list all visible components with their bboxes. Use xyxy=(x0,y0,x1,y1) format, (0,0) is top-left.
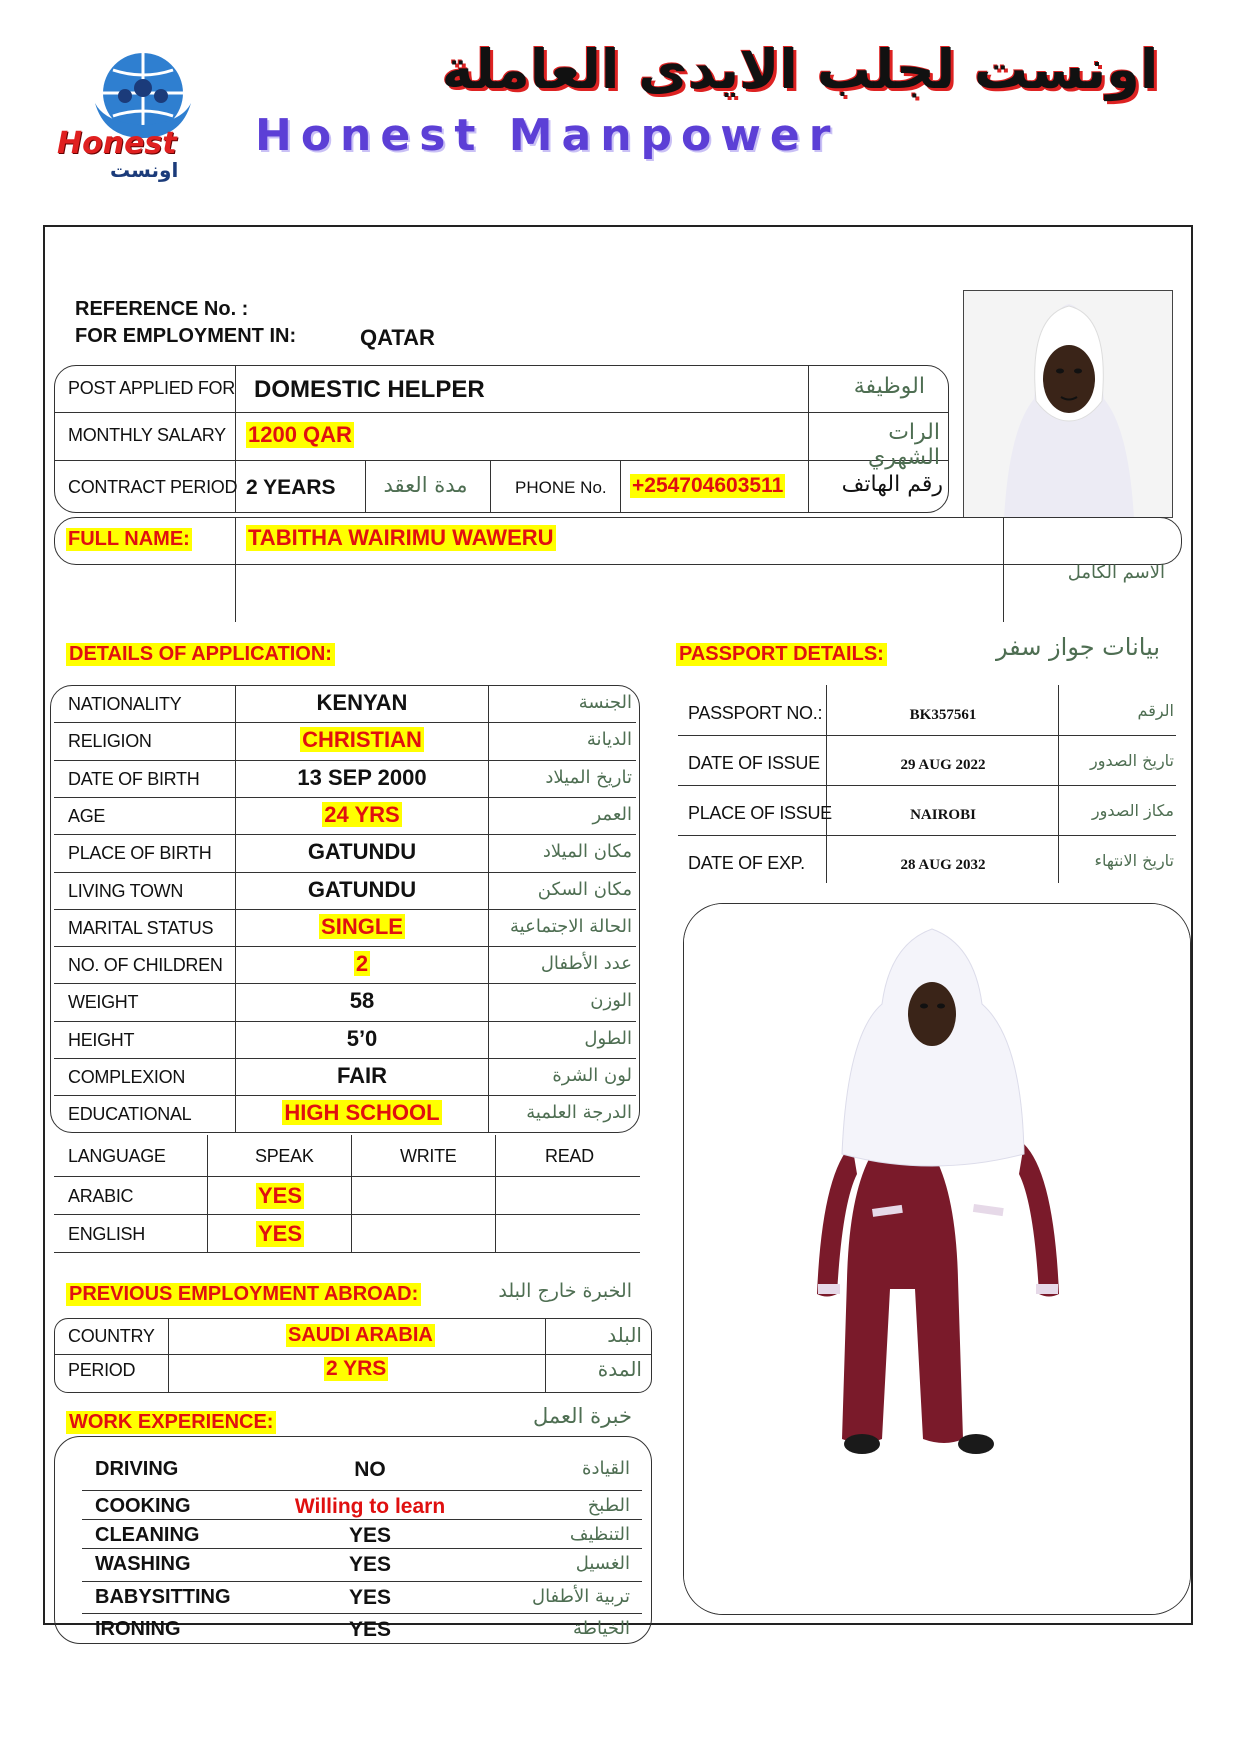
details-row-divider xyxy=(54,1058,636,1059)
details-row-label: AGE xyxy=(68,805,106,826)
full-name-box xyxy=(54,517,1182,565)
details-row-divider xyxy=(54,1021,636,1022)
full-name-label: FULL NAME: xyxy=(68,528,190,550)
details-row-label: PLACE OF BIRTH xyxy=(68,843,212,864)
details-row-label: COMPLEXION xyxy=(68,1067,186,1087)
details-row-value: KENYAN xyxy=(316,690,408,715)
company-logo xyxy=(55,48,225,182)
post-applied-ar: الوظيفة xyxy=(853,374,925,399)
work-row-divider xyxy=(82,1548,642,1549)
country-label: COUNTRY xyxy=(68,1326,155,1346)
country-ar: البلد xyxy=(607,1323,642,1347)
passport-row-value: NAIROBI xyxy=(910,807,976,823)
period-value: 2 YRS xyxy=(326,1357,387,1380)
details-row-ar: الجنسة xyxy=(578,692,632,713)
details-row-label: HEIGHT xyxy=(68,1029,135,1050)
monthly-salary-ar: الرات الشهري xyxy=(868,420,940,470)
details-row-highlight: 2 xyxy=(355,951,369,977)
details-row-ar: تاريخ الميلاد xyxy=(545,766,632,788)
details-row-ar: الدرجة العلمية xyxy=(526,1102,632,1124)
language-name: ENGLISH xyxy=(68,1224,145,1244)
language-header-language: LANGUAGE xyxy=(68,1146,166,1166)
details-row-divider xyxy=(54,909,636,910)
details-row-label: DATE OF BIRTH xyxy=(68,768,200,789)
details-row-ar: مكان السكن xyxy=(537,878,632,900)
work-row-ar: الطبخ xyxy=(587,1495,630,1516)
logo-text-ar: اونست xyxy=(110,158,179,182)
details-row-label: NATIONALITY xyxy=(68,694,182,714)
language-name: ARABIC xyxy=(68,1186,134,1206)
passport-row-ar: تاريخ الانتهاء xyxy=(1094,851,1174,870)
passport-heading: PASSPORT DETAILS: xyxy=(676,643,887,666)
details-row-value xyxy=(240,802,484,828)
reference-label: REFERENCE No. : xyxy=(75,298,249,320)
details-row-ar: الطول xyxy=(584,1027,632,1049)
details-row-divider xyxy=(54,722,636,723)
passport-row-label: DATE OF EXP. xyxy=(688,853,805,873)
work-row-label: CLEANING xyxy=(95,1524,200,1546)
details-row-value: FAIR xyxy=(336,1063,388,1088)
contract-period-label: CONTRACT PERIOD xyxy=(68,477,238,497)
work-row-divider xyxy=(82,1581,642,1582)
phone-value: +254704603511 xyxy=(632,474,784,497)
passport-row-value: 29 AUG 2022 xyxy=(900,757,986,773)
passport-row-divider xyxy=(678,735,1176,736)
details-row-divider xyxy=(54,760,636,761)
period-ar: المدة xyxy=(597,1357,642,1381)
details-row-value: 58 xyxy=(349,988,375,1014)
details-heading: DETAILS OF APPLICATION: xyxy=(66,643,335,666)
work-row-value: Willing to learn xyxy=(294,1495,446,1518)
details-row-label: NO. OF CHILDREN xyxy=(68,955,223,976)
arabic-company-title: اونست لجلب الايدى العاملة xyxy=(441,38,1159,101)
english-company-title: Honest Manpower xyxy=(255,110,840,161)
details-row-value: 5’0 xyxy=(346,1025,378,1051)
country-value: SAUDI ARABIA xyxy=(288,1324,433,1346)
work-row-ar: الغسيل xyxy=(575,1553,630,1574)
phone-label: PHONE No. xyxy=(515,478,607,497)
details-row-value xyxy=(240,951,484,977)
passport-row-value: BK357561 xyxy=(909,707,977,723)
work-row-label: DRIVING xyxy=(95,1458,179,1480)
details-row-ar: الوزن xyxy=(590,990,632,1012)
details-row-divider xyxy=(54,983,636,984)
work-row-value: YES xyxy=(348,1618,392,1641)
details-row-ar: الحالة الاجتماعية xyxy=(510,915,632,937)
work-row-value: YES xyxy=(348,1553,392,1576)
details-row-divider xyxy=(54,872,636,873)
language-header-speak: SPEAK xyxy=(255,1146,314,1166)
work-experience-ar: خبرة العمل xyxy=(533,1404,632,1428)
passport-heading-ar: بيانات جواز سفر xyxy=(995,633,1160,661)
employment-country: QATAR xyxy=(360,325,435,350)
language-speak: YES xyxy=(258,1221,303,1246)
passport-row-label: DATE OF ISSUE xyxy=(688,753,820,773)
applicant-portrait-photo xyxy=(963,290,1173,518)
work-row-divider xyxy=(82,1519,642,1520)
work-row-ar: التنظيف xyxy=(569,1524,630,1545)
details-row-ar: لون الشرة xyxy=(552,1065,632,1086)
details-row-value: 13 SEP 2000 xyxy=(297,764,427,790)
previous-employment-ar: الخبرة خارج البلد xyxy=(498,1280,632,1302)
post-applied-value: DOMESTIC HELPER xyxy=(254,376,485,403)
work-row-value: YES xyxy=(348,1524,392,1547)
passport-row-divider xyxy=(678,835,1176,836)
details-row-ar: الديانة xyxy=(586,729,632,751)
details-row-value: GATUNDU xyxy=(307,839,417,865)
logo-text-en: Honest xyxy=(57,126,177,161)
passport-row-value: 28 AUG 2032 xyxy=(900,857,986,873)
work-row-ar: القيادة xyxy=(582,1458,630,1479)
work-row-ar: تربية الأطفال xyxy=(531,1586,630,1607)
monthly-salary-value: 1200 QAR xyxy=(248,422,352,447)
work-row-label: IRONING xyxy=(95,1618,181,1640)
passport-row-label: PLACE OF ISSUE xyxy=(688,803,832,823)
work-row-value: NO xyxy=(354,1458,386,1481)
details-row-divider xyxy=(54,1095,636,1096)
passport-row-ar: الرقم xyxy=(1137,701,1174,720)
language-header-write: WRITE xyxy=(400,1146,457,1166)
details-row-label: EDUCATIONAL xyxy=(68,1104,192,1125)
details-row-highlight: 24 YRS xyxy=(324,801,400,827)
language-header-read: READ xyxy=(545,1146,594,1166)
language-speak: YES xyxy=(258,1183,303,1208)
work-row-divider xyxy=(82,1613,642,1614)
details-row-label: LIVING TOWN xyxy=(68,880,184,901)
period-label: PERIOD xyxy=(68,1360,136,1380)
full-name-ar: الاسم الكامل xyxy=(1067,562,1165,583)
details-row-label: MARITAL STATUS xyxy=(68,917,214,938)
work-experience-heading: WORK EXPERIENCE: xyxy=(66,1411,276,1434)
work-row-divider xyxy=(82,1490,642,1491)
work-row-label: COOKING xyxy=(95,1495,191,1517)
details-row-divider xyxy=(54,946,636,947)
phone-ar: رقم الهاتف xyxy=(841,472,943,497)
passport-row-divider xyxy=(678,785,1176,786)
monthly-salary-label: MONTHLY SALARY xyxy=(68,425,226,445)
passport-row-ar: تاريخ الصدور xyxy=(1090,751,1174,770)
previous-employment-heading: PREVIOUS EMPLOYMENT ABROAD: xyxy=(66,1283,421,1306)
details-row-highlight: SINGLE xyxy=(321,913,403,939)
details-row-ar: مكان الميلاد xyxy=(542,841,632,863)
work-row-ar: الخياطة xyxy=(573,1618,630,1639)
details-row-highlight: HIGH SCHOOL xyxy=(284,1100,440,1126)
contract-period-value: 2 YEARS xyxy=(246,476,336,499)
passport-row-ar: مكاز الصدور xyxy=(1091,801,1174,820)
applicant-full-body-photo xyxy=(683,903,1191,1615)
details-row-value: GATUNDU xyxy=(307,876,417,902)
details-row-divider xyxy=(54,834,636,835)
details-row-label: WEIGHT xyxy=(68,992,139,1013)
details-row-ar: عدد الأطفال xyxy=(540,953,632,975)
contract-period-ar: مدة العقد xyxy=(383,473,468,497)
work-row-label: WASHING xyxy=(95,1553,191,1575)
details-row-divider xyxy=(54,797,636,798)
employment-label: FOR EMPLOYMENT IN: xyxy=(75,325,297,347)
work-row-value: YES xyxy=(348,1586,392,1609)
details-row-ar: العمر xyxy=(592,803,632,825)
details-row-value xyxy=(240,914,484,940)
work-row-label: BABYSITTING xyxy=(95,1586,231,1608)
details-row-value xyxy=(240,727,484,753)
details-row-label: RELIGION xyxy=(68,731,152,752)
full-name-value: TABITHA WAIRIMU WAWERU xyxy=(248,525,554,550)
details-row-highlight: CHRISTIAN xyxy=(302,727,422,753)
post-applied-label: POST APPLIED FOR xyxy=(68,378,235,398)
passport-row-label: PASSPORT NO.: xyxy=(688,703,823,723)
details-row-value xyxy=(240,1100,484,1126)
